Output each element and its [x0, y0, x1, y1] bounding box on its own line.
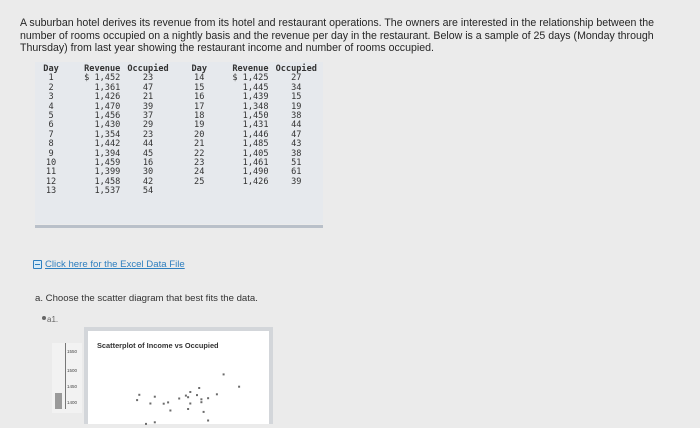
day-cell: 3 — [48, 92, 54, 103]
day-cell: 6 — [48, 120, 54, 131]
occupied-cell: 16 — [142, 158, 154, 169]
occupied-cell: 47 — [142, 82, 154, 93]
revenue-cell: $ 1,425 — [232, 73, 269, 84]
option-plot-partial — [52, 343, 82, 413]
occupied-cell: 42 — [142, 176, 154, 187]
occupied-cell: 37 — [142, 111, 154, 122]
revenue-cell: 1,426 — [94, 92, 121, 103]
header-day-right: Day — [191, 64, 207, 74]
occupied-cell: 34 — [291, 82, 302, 93]
scatterplot-svg — [88, 331, 269, 428]
occupied-cell: 38 — [291, 111, 302, 122]
scatter-point — [198, 387, 200, 389]
scatter-point — [196, 394, 198, 396]
revenue-cell: $ 1,452 — [84, 73, 121, 84]
day-cell: 23 — [194, 158, 205, 169]
plot-marks — [55, 393, 62, 409]
day-cell: 15 — [194, 82, 205, 93]
revenue-cell: 1,442 — [94, 139, 121, 150]
day-cell: 16 — [194, 92, 205, 103]
option-a1[interactable] — [42, 315, 58, 324]
scatter-point — [154, 396, 156, 398]
problem-intro: A suburban hotel derives its revenue from its hotel and restaurant operations. The owners are interested in the relationship between the number of rooms occupied on a nightly basis and the revenue per day in the restaurant. Below is a sample of 25 days (Monday through Thursday) from last year showing the restaurant income and number of rooms occupied. — [20, 17, 655, 54]
revenue-cell: 1,394 — [94, 148, 121, 159]
revenue-cell: 1,537 — [94, 186, 121, 197]
occupied-cell: 47 — [291, 129, 302, 140]
day-cell: 5 — [48, 111, 54, 122]
scatter-point — [185, 395, 187, 397]
day-cell: 9 — [48, 148, 54, 159]
scatter-point — [178, 398, 180, 400]
option-a1-label: a1. — [47, 315, 59, 324]
table-row — [35, 74, 320, 83]
question-prompt: a. Choose the scatter diagram that best fits the data. — [35, 293, 258, 304]
excel-file-icon — [33, 260, 42, 269]
occupied-cell: 23 — [142, 73, 154, 84]
excel-data-link[interactable] — [33, 259, 185, 270]
occupied-cell: 38 — [291, 148, 302, 159]
occupied-cell: 61 — [291, 167, 302, 178]
scatter-point — [238, 386, 240, 388]
day-cell: 10 — [45, 158, 57, 169]
table-row — [35, 112, 320, 121]
tick-label: 1500 — [67, 368, 78, 373]
scatter-point — [200, 398, 202, 400]
revenue-cell: 1,430 — [94, 120, 121, 131]
header-revenue-left: Revenue — [84, 64, 121, 74]
tick-label: 1400 — [67, 400, 78, 405]
scatter-point — [163, 403, 165, 405]
revenue-cell: 1,445 — [242, 82, 269, 93]
occupied-cell: 39 — [142, 101, 154, 112]
table-row — [35, 84, 320, 93]
revenue-cell: 1,405 — [242, 148, 269, 159]
table-row — [35, 140, 320, 149]
scatter-point — [136, 399, 138, 401]
day-cell: 19 — [194, 120, 205, 131]
table-divider — [35, 225, 323, 228]
scatter-point — [187, 396, 189, 398]
occupied-cell: 15 — [291, 92, 302, 103]
scatter-point — [189, 391, 191, 393]
revenue-cell: 1,431 — [242, 120, 269, 131]
scatter-point — [138, 394, 140, 396]
table-row — [35, 131, 320, 140]
revenue-cell: 1,399 — [94, 167, 121, 178]
scatter-point — [207, 397, 209, 399]
day-cell: 1 — [48, 73, 54, 84]
revenue-cell: 1,485 — [242, 139, 269, 150]
option-radio[interactable] — [42, 316, 46, 320]
occupied-cell: 45 — [142, 148, 154, 159]
table-row — [35, 150, 320, 159]
day-cell: 22 — [194, 148, 205, 159]
scatter-point — [154, 421, 156, 423]
revenue-cell: 1,450 — [242, 111, 269, 122]
table-row — [35, 178, 320, 187]
header-occupied-left: Occupied — [127, 64, 169, 74]
occupied-cell: 23 — [142, 129, 154, 140]
table-row — [35, 168, 320, 177]
day-cell: 18 — [194, 111, 205, 122]
revenue-cell: 1,354 — [94, 129, 121, 140]
scatter-point — [223, 373, 225, 375]
table-row — [35, 187, 320, 196]
scatter-point — [203, 411, 205, 413]
header-revenue-right: Revenue — [232, 64, 269, 74]
day-cell: 20 — [194, 129, 205, 140]
occupied-cell: 44 — [291, 120, 302, 131]
revenue-cell: 1,459 — [94, 158, 121, 169]
table-row — [35, 121, 320, 130]
revenue-cell: 1,458 — [94, 176, 121, 187]
tick-label: 1550 — [67, 349, 78, 354]
tick-label: 1450 — [67, 384, 78, 389]
chart-title: Scatterplot of Income vs Occupied — [97, 341, 219, 350]
revenue-cell: 1,446 — [242, 129, 269, 140]
scatter-point — [187, 408, 189, 410]
occupied-cell: 44 — [142, 139, 154, 150]
scatter-point — [216, 393, 218, 395]
day-cell: 25 — [194, 176, 205, 187]
day-cell: 21 — [194, 139, 205, 150]
day-cell: 4 — [48, 101, 54, 112]
scatterplot-card — [84, 327, 273, 424]
table-row — [35, 93, 320, 102]
occupied-cell: 51 — [291, 158, 302, 169]
day-cell: 13 — [45, 186, 57, 197]
day-cell: 12 — [45, 176, 57, 187]
occupied-cell: 39 — [291, 176, 302, 187]
revenue-cell: 1,461 — [242, 158, 269, 169]
revenue-cell: 1,439 — [242, 92, 269, 103]
revenue-cell: 1,490 — [242, 167, 269, 178]
revenue-cell: 1,426 — [242, 176, 269, 187]
occupied-cell: 43 — [291, 139, 302, 150]
day-cell: 7 — [48, 129, 54, 140]
occupied-cell: 54 — [142, 186, 154, 197]
scatter-points — [136, 373, 240, 425]
scatter-point — [200, 401, 202, 403]
revenue-cell: 1,361 — [94, 82, 121, 93]
table-row — [35, 159, 320, 168]
table-row — [35, 103, 320, 112]
scatter-point — [167, 401, 169, 403]
day-cell: 17 — [194, 101, 205, 112]
occupied-cell: 21 — [142, 92, 154, 103]
revenue-cell: 1,348 — [242, 101, 269, 112]
revenue-cell: 1,456 — [94, 111, 121, 122]
scatter-point — [169, 410, 171, 412]
data-table-panel — [35, 62, 323, 224]
scatter-point — [149, 403, 151, 405]
day-cell: 14 — [194, 73, 205, 84]
occupied-cell: 27 — [291, 73, 302, 84]
occupied-cell: 29 — [142, 120, 154, 131]
header-occupied-right: Occupied — [275, 64, 317, 74]
day-cell: 2 — [48, 82, 54, 93]
occupied-cell: 30 — [142, 167, 154, 178]
occupied-cell: 19 — [291, 101, 302, 112]
scatter-point — [207, 420, 209, 422]
header-day-left: Day — [43, 64, 59, 74]
day-cell: 8 — [48, 139, 54, 150]
y-axis-line — [65, 343, 66, 409]
revenue-cell: 1,470 — [94, 101, 121, 112]
scatter-point — [189, 403, 191, 405]
excel-link-label: Click here for the Excel Data File — [45, 259, 185, 270]
day-cell: 11 — [45, 167, 57, 178]
data-table — [35, 65, 320, 197]
day-cell: 24 — [194, 167, 205, 178]
